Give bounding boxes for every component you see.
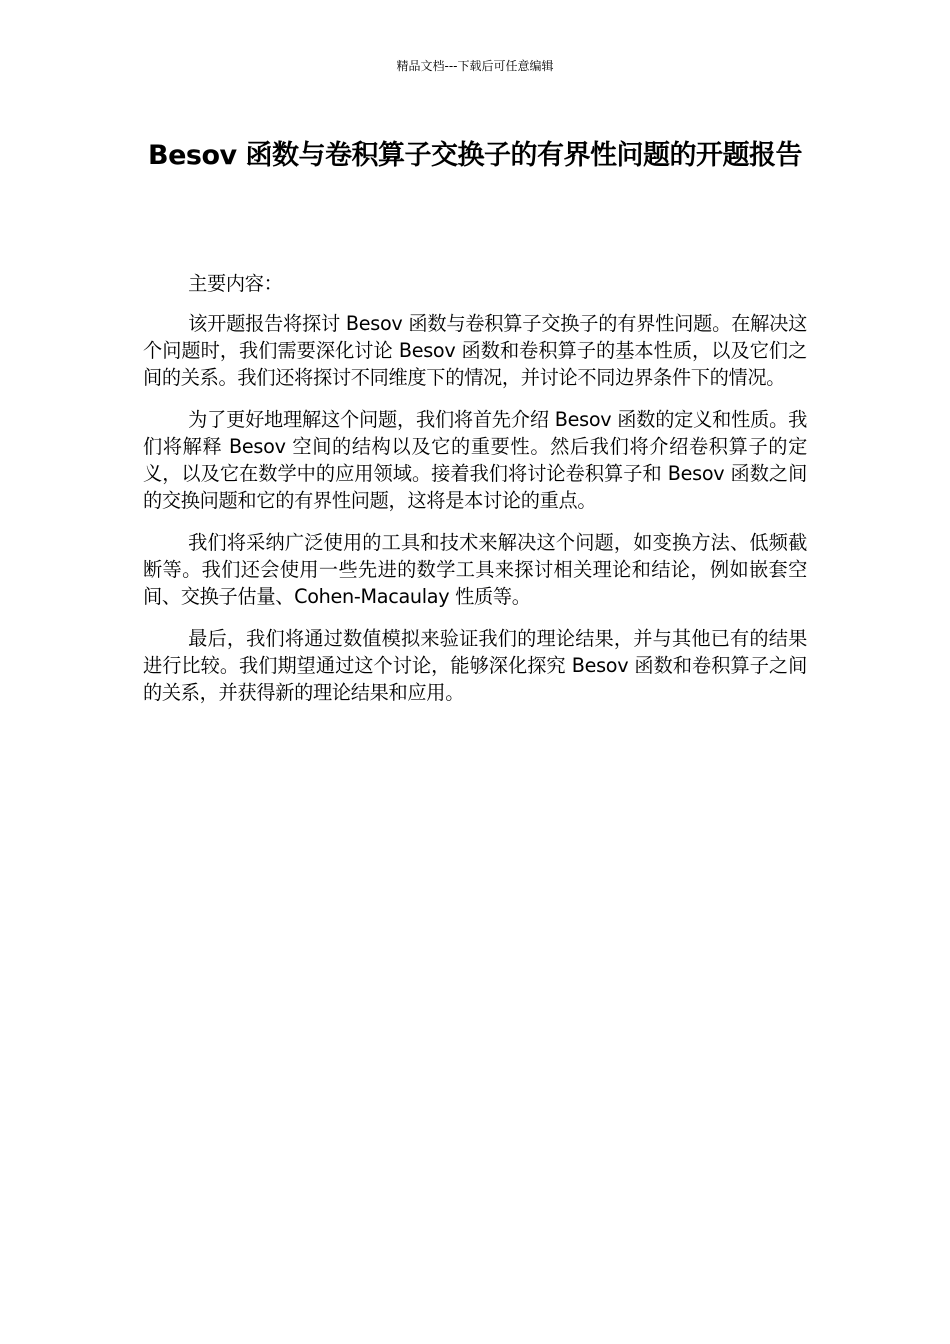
body-paragraph: 为了更好地理解这个问题，我们将首先介绍 Besov 函数的定义和性质。我们将解释 Besov 空间的结构以及它的重要性。然后我们将介绍卷积算子的定义，以及它在数学中的应用领域。接着我们将讨论卷积算子和 Besov 函数之间的交换问题和它的有界性问题，这将是本讨论的重点。 (143, 408, 807, 512)
page-header: 精品文档---下载后可任意编辑 (396, 59, 554, 73)
body-paragraph: 该开题报告将探讨 Besov 函数与卷积算子交换子的有界性问题。在解决这个问题时，我们需要深化讨论 Besov 函数和卷积算子的基本性质，以及它们之间的关系。我们还将探讨不同维度下的情况，并讨论不同边界条件下的情况。 (143, 312, 807, 389)
document-title: Besov 函数与卷积算子交换子的有界性问题的开题报告 (147, 140, 802, 171)
document-body (143, 270, 807, 721)
section-label: 主要内容： (188, 272, 283, 295)
body-paragraph: 最后，我们将通过数值模拟来验证我们的理论结果，并与其他已有的结果进行比较。我们期望通过这个讨论，能够深化探究 Besov 函数和卷积算子之间的关系，并获得新的理论结果和应用。 (143, 627, 807, 704)
body-paragraph: 我们将采纳广泛使用的工具和技术来解决这个问题，如变换方法、低频截断等。我们还会使用一些先进的数学工具来探讨相关理论和结论，例如嵌套空间、交换子估量、Cohen-Macaulay 性质等。 (143, 531, 807, 608)
